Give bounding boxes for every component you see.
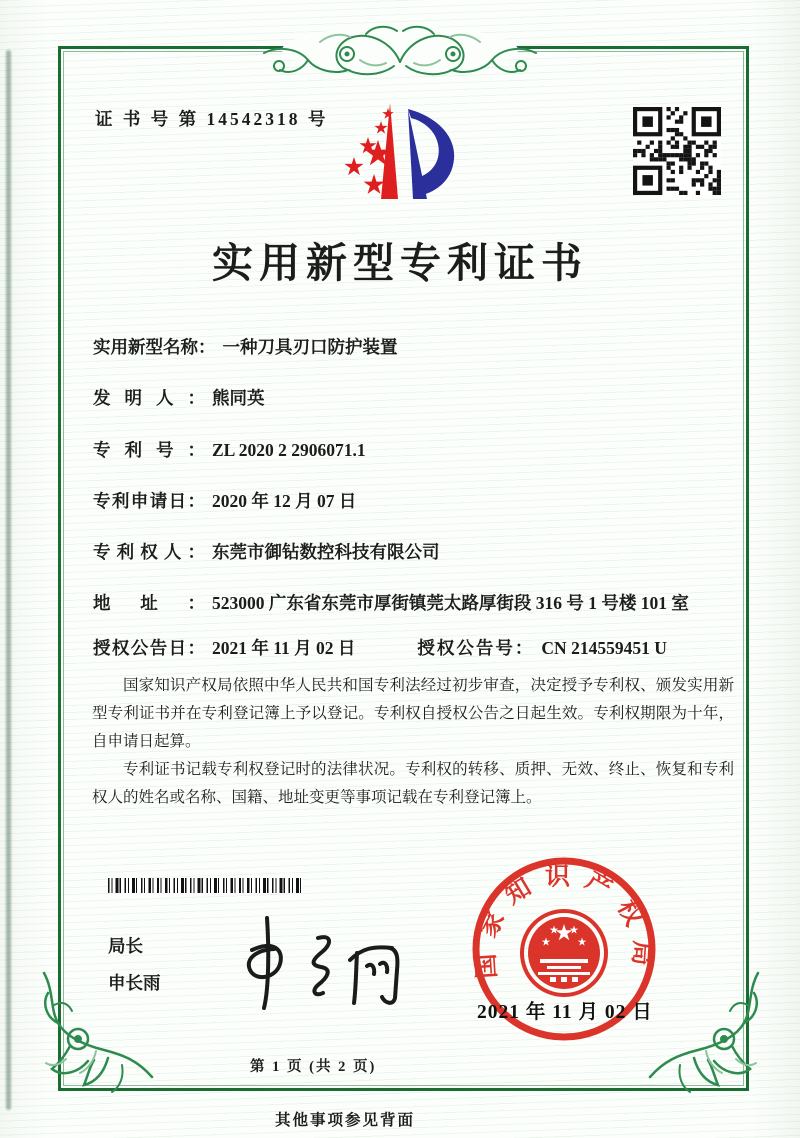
field-list xyxy=(93,334,741,686)
bottom-right-floral-ornament xyxy=(648,965,776,1093)
field-value: CN 214559451 U xyxy=(541,637,667,658)
director-signature xyxy=(222,908,407,1013)
field-row-filing-date xyxy=(93,488,741,514)
field-label: 发明人： xyxy=(93,388,205,409)
field-value: 熊同英 xyxy=(212,388,265,409)
field-label: 实用新型名称： xyxy=(93,337,216,357)
field-row-address xyxy=(93,590,741,616)
field-row-grant xyxy=(93,635,741,661)
certificate-number: 证 书 号 第 14542318 号 xyxy=(95,109,329,129)
field-label: 专利权人： xyxy=(93,542,205,562)
field-value: 2020 年 12 月 07 日 xyxy=(212,490,357,511)
cnipa-logo-icon xyxy=(332,97,464,212)
field-value: 2021 年 11 月 02 日 xyxy=(212,637,356,658)
page-number: 第 1 页 (共 2 页) xyxy=(250,1059,377,1075)
director-title: 局长 xyxy=(108,936,143,956)
director-name: 申长雨 xyxy=(108,973,161,993)
top-scroll-ornament xyxy=(250,20,550,82)
legal-paragraph-2: 专利证书记载专利权登记时的法律状况。专利权的转移、质押、无效、终止、恢复和专利权人的姓名或名称、国籍、地址变更等事项记载在专利登记簿上。 xyxy=(92,760,734,806)
field-value: 523000 广东省东莞市厚街镇莞太路厚街段 316 号 1 号楼 101 室 xyxy=(212,593,689,614)
barcode xyxy=(108,878,302,893)
field-label: 专利号： xyxy=(93,439,205,460)
field-label: 授权公告号： xyxy=(417,637,535,658)
back-side-note: 其他事项参见背面 xyxy=(274,1112,415,1129)
scan-edge-shadow xyxy=(6,50,11,1110)
field-label: 地址： xyxy=(93,593,205,614)
field-value: ZL 2020 2 2906071.1 xyxy=(212,439,366,460)
qr-code xyxy=(633,107,721,195)
field-row-inventor xyxy=(93,385,741,411)
legal-paragraph-1: 国家知识产权局依照中华人民共和国专利法经过初步审查，决定授予专利权、颁发实用新型专利证书并在专利登记簿上予以登记。专利权自授权公告之日起生效。专利权期限为十年，自申请日起算。 xyxy=(92,677,734,750)
seal-ring-text: 国家知识产权局 xyxy=(471,863,657,980)
national-emblem-icon xyxy=(522,911,606,995)
field-label: 专利申请日： xyxy=(93,490,205,511)
field-row-utility-model-name xyxy=(93,334,741,360)
field-row-patent-number xyxy=(93,437,741,463)
field-label: 授权公告日： xyxy=(93,637,205,658)
seal-date: 2021 年 11 月 02 日 xyxy=(477,1002,653,1023)
legal-text xyxy=(92,672,734,811)
grant-number-group xyxy=(417,635,666,661)
certificate-title: 实用新型专利证书 xyxy=(212,240,588,286)
field-value: 东莞市御钻数控科技有限公司 xyxy=(212,542,440,562)
field-value: 一种刀具刃口防护装置 xyxy=(222,337,398,357)
field-row-patentee xyxy=(93,539,741,565)
